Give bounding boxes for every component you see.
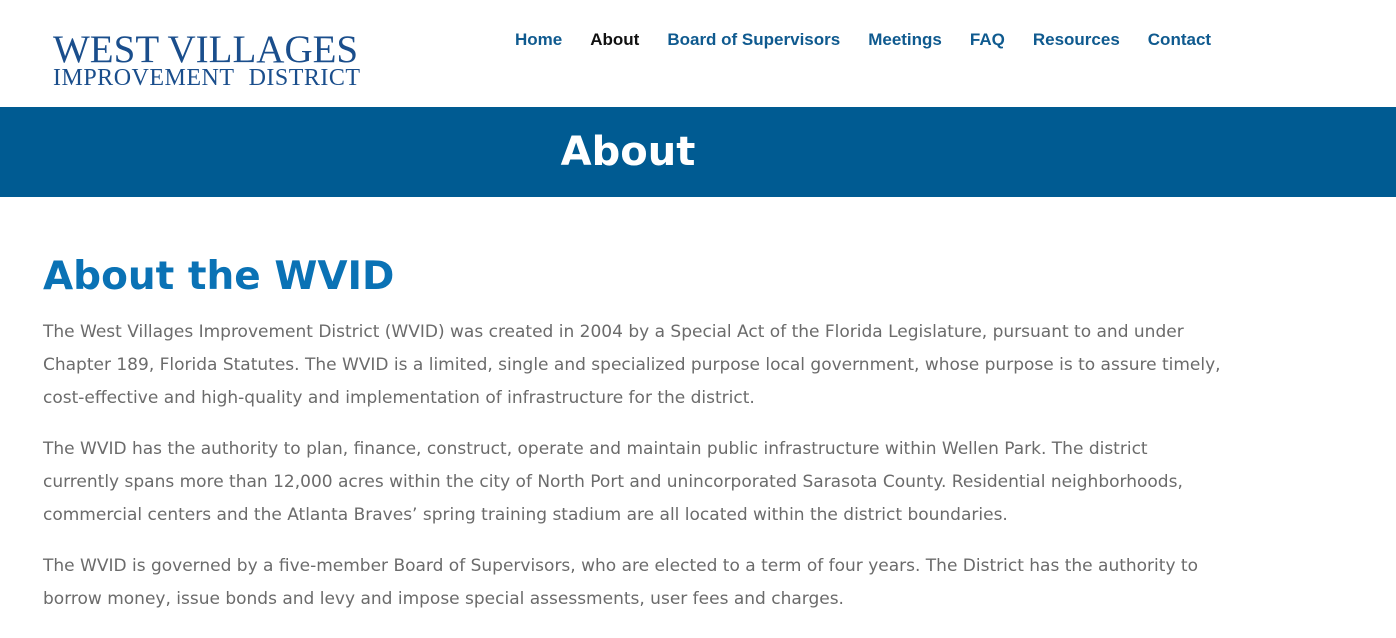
site-logo[interactable] <box>53 30 373 90</box>
logo-subtitle: IMPROVEMENT DISTRICT <box>53 65 361 91</box>
site-header <box>0 0 1396 107</box>
nav-item-contact[interactable]: Contact <box>1147 30 1212 49</box>
nav-item-faq[interactable]: FAQ <box>969 30 1005 49</box>
nav-item-meetings[interactable]: Meetings <box>868 30 942 49</box>
nav-item-resources[interactable]: Resources <box>1032 30 1120 49</box>
nav-item-about[interactable]: About <box>590 30 640 49</box>
logo-title: WEST VILLAGES <box>53 28 359 71</box>
nav-item-board-of-supervisors[interactable]: Board of Supervisors <box>667 30 841 49</box>
paragraph-governance: The WVID is governed by a five-member Board of Supervisors, who are elected to a term of four years. The District has the authority to borrow money, issue bonds and levy and impose special assessments, user fees and charges. <box>43 556 1198 609</box>
section-heading: About the WVID <box>43 254 395 299</box>
paragraph-creation: The West Villages Improvement District (WVID) was created in 2004 by a Special Act of the Florida Legislature, pursuant to and under Chapter 189, Florida Statutes. The WVID is a limited, single and specialized purpose local government, whose purpose is to assure timely, cost-effective and high-quality and implementation of infrastructure for the district. <box>43 322 1221 408</box>
nav-item-home[interactable]: Home <box>515 30 563 49</box>
paragraph-authority: The WVID has the authority to plan, finance, construct, operate and maintain public infrastructure within Wellen Park. The district currently spans more than 12,000 acres within the city of North Port and unincorporated Sarasota County. Residential neighborhoods, commercial centers and the Atlanta Braves’ spring training stadium are all located within the district boundaries. <box>43 439 1183 525</box>
main-nav <box>515 29 1239 51</box>
page-banner <box>0 107 1396 197</box>
page-title: About <box>560 129 696 175</box>
main-content <box>43 250 1223 634</box>
